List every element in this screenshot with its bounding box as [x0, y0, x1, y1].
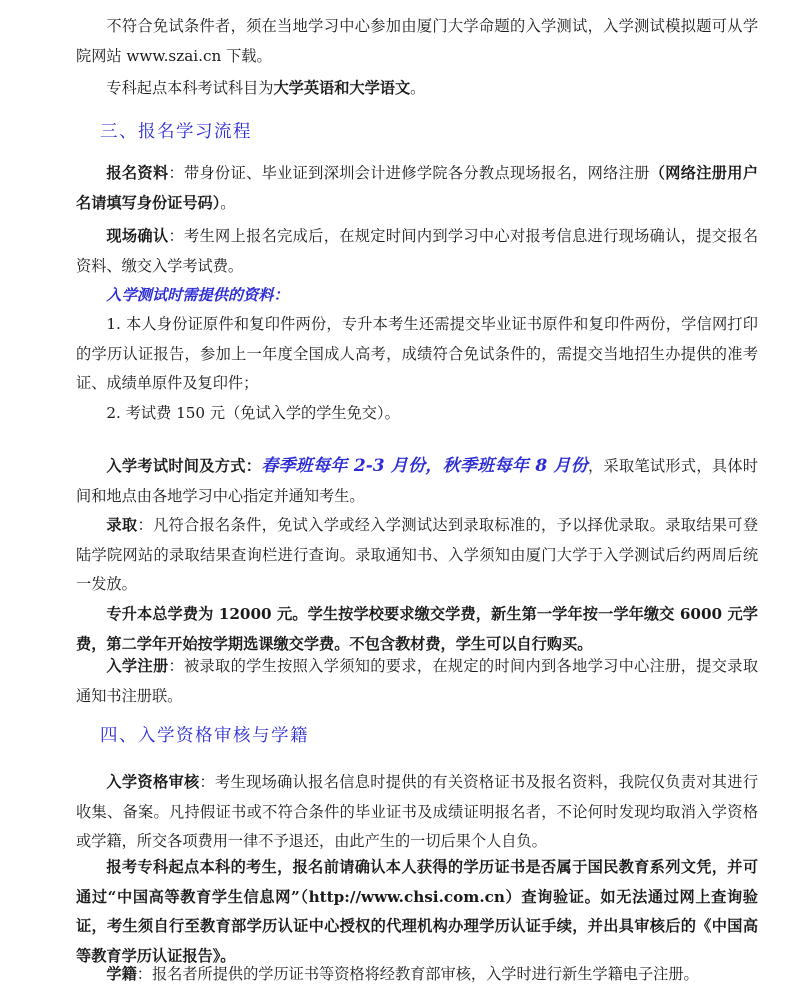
intro-paragraph-2: [76, 74, 758, 104]
qualification-review-label: 入学资格审核: [106, 773, 200, 791]
materials-item-1: [76, 310, 758, 399]
admission-label: 录取: [106, 516, 138, 534]
admission-text: ：凡符合报名条件，免试入学或经入学测试达到录取标准的，予以择优录取。录取结果可登陆学院网站的录取结果查询栏进行查询。录取通知书、入学须知由厦门大学于入学测试后约两周后统一发放。: [76, 516, 759, 593]
student-status-paragraph: [76, 960, 758, 990]
qualification-review-text: ：考生现场确认报名信息时提供的有关资格证书及报名资料，我院仅负责对其进行收集、备案。凡持假证书或不符合条件的毕业证书及成绩证明报名者，不论何时发现均取消入学资格或学籍，所交各项费用一律不予退还，由此产生的一切后果个人自负。: [76, 773, 759, 850]
enrollment-paragraph: [76, 652, 758, 711]
onsite-confirmation-text: ：考生网上报名完成后，在规定时间内到学习中心对报考信息进行现场确认，提交报名资料、缴交入学考试费。: [76, 227, 759, 275]
section-4-heading: 四、入学资格审核与学籍: [100, 726, 309, 746]
materials-title-paragraph: [76, 281, 758, 311]
exam-schedule-paragraph: [76, 452, 758, 511]
registration-materials-label: 报名资料: [106, 164, 169, 182]
qualification-review-paragraph: [76, 768, 758, 857]
registration-materials-text: ：带身份证、毕业证到深圳会计进修学院各分教点现场报名，网络注册: [168, 164, 650, 182]
exam-subjects-text: 专科起点本科考试科目为: [106, 79, 274, 97]
enrollment-label: 入学注册: [106, 657, 169, 675]
tuition-paragraph: [76, 600, 758, 659]
exam-schedule-text: ，采取笔试形式，具体时间和地点由各地学习中心指定并通知考生。: [76, 457, 758, 505]
exam-subjects-end: 。: [410, 79, 426, 97]
registration-materials-end: 。: [220, 193, 236, 212]
section-3-heading: 三、报名学习流程: [100, 122, 252, 142]
materials-item-2-text: 2. 考试费 150 元（免试入学的学生免交）。: [106, 404, 400, 422]
intro-text-1: 不符合免试条件者，须在当地学习中心参加由厦门大学命题的入学测试，入学测试模拟题可从学院网站 www.szai.cn 下载。: [76, 17, 758, 65]
registration-username-note: （网络注册用户名请填写身份证号码）: [76, 164, 759, 212]
intro-paragraph-1: [76, 12, 758, 71]
materials-item-2: [76, 399, 758, 429]
registration-materials-paragraph: [76, 159, 758, 218]
credential-verification-text: 报考专科起点本科的考生，报名前请确认本人获得的学历证书是否属于国民教育系列文凭，并可通过“中国高等教育学生信息网”（http://www.chsi.com.cn）查询验证。如无法通过网上查询验证，考生须自行至教育部学历认证中心授权的代理机构办理学历认证手续，并出具审核后的《中国高等教育学历认证报告》。: [76, 858, 758, 965]
materials-title: 入学测试时需提供的资料：: [106, 286, 289, 304]
admission-paragraph: [76, 511, 758, 600]
onsite-confirmation-label: 现场确认: [106, 227, 169, 245]
enrollment-text: ：被录取的学生按照入学须知的要求，在规定的时间内到各地学习中心注册，提交录取通知书注册联。: [76, 657, 759, 705]
exam-schedule-highlight: 春季班每年 2-3 月份，秋季班每年 8 月份: [261, 456, 588, 476]
exam-schedule-label: 入学考试时间及方式：: [106, 457, 262, 475]
onsite-confirmation-paragraph: [76, 222, 758, 281]
credential-verification-paragraph: [76, 853, 758, 971]
student-status-label: 学籍: [106, 965, 137, 983]
materials-item-1-text: 1. 本人身份证原件和复印件两份，专升本考生还需提交毕业证书原件和复印件两份，学信网打印的学历认证报告，参加上一年度全国成人高考，成绩符合免试条件的，需提交当地招生办提供的准考证、成绩单原件及复印件；: [76, 315, 758, 392]
exam-subjects-bold: 大学英语和大学语文: [273, 79, 411, 97]
student-status-text: ：报名者所提供的学历证书等资格将经教育部审核，入学时进行新生学籍电子注册。: [136, 965, 699, 983]
tuition-text: 专升本总学费为 12000 元。学生按学校要求缴交学费，新生第一学年按一学年缴交 6000 元学费，第二学年开始按学期选课缴交学费。不包含教材费，学生可以自行购买。: [76, 605, 758, 653]
